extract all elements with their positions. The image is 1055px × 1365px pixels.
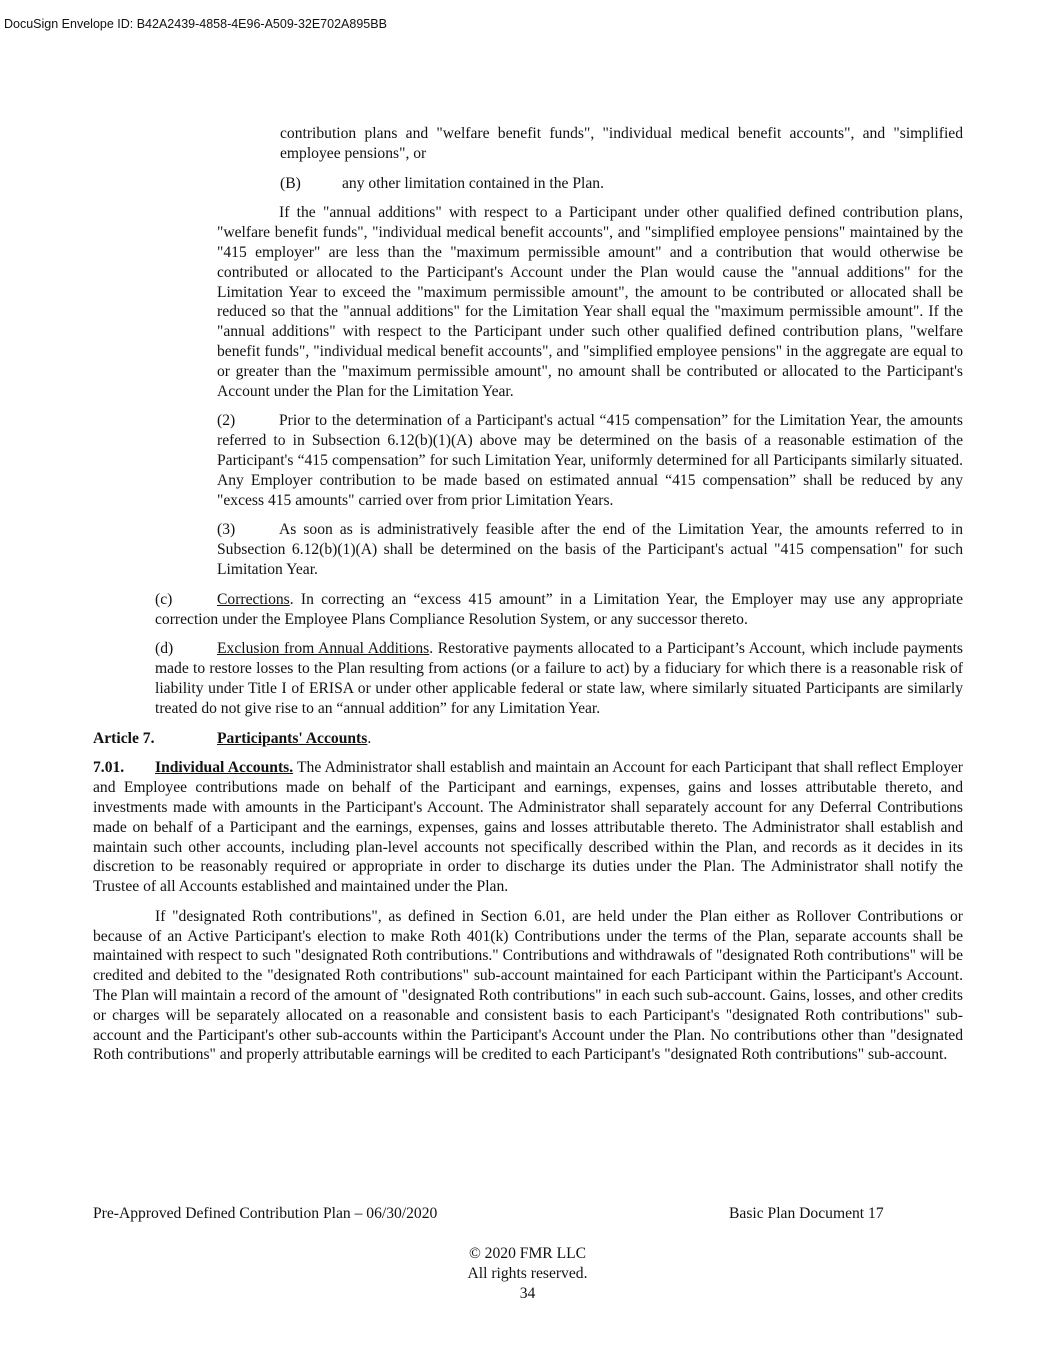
- paragraph-d-text: . Restorative payments allocated to a Participant’s Account, which include payments made to restore losses to the Plan resulting from actions (or a failure to act) by a fiduciary for which there is a reasonable risk of liability under Title I of ERISA or under other applicable federal or state law, where similarly situated Participants are similarly treated do not give rise to an “annual addition” for any Limitation Year.: [155, 640, 963, 717]
- document-body: [93, 124, 963, 1075]
- rights-line: All rights reserved.: [467, 1265, 588, 1282]
- paragraph-2-label: (2): [217, 412, 236, 430]
- section-7-01-text: The Administrator shall establish and maintain an Account for each Participant that shall reflect Employer and Employee contributions made on behalf of the Participant and earnings, expenses, gains and losses attributable thereto, and investments made with amounts in the Participant's Account. The Administrator shall separately account for any Deferral Contributions made on behalf of a Participant and the earnings, expenses, gains and losses attributable thereto. The Administrator shall establish and maintain such other accounts, including plan-level accounts not specifically described within the Plan, and records as it decides in its discretion to be reasonably required or appropriate in order to discharge its duties under the Plan. The Administrator shall notify the Trustee of all Accounts established and maintained under the Plan.: [93, 759, 963, 896]
- docusign-envelope-id: DocuSign Envelope ID: B42A2439-4858-4E96-A509-32E702A895BB: [4, 17, 387, 31]
- paragraph-c-text: . In correcting an “excess 415 amount” in a Limitation Year, the Employer may use any appropriate correction under the Employee Plans Compliance Resolution System, or any successor thereto.: [155, 590, 963, 628]
- section-7-01: [93, 758, 963, 897]
- copyright-line: © 2020 FMR LLC: [468, 1245, 587, 1262]
- paragraph-2: [217, 411, 963, 510]
- footer-document-label: Basic Plan Document 17: [729, 1205, 884, 1222]
- section-7-01-title: Individual Accounts.: [155, 759, 294, 777]
- paragraph-d-heading: Exclusion from Annual Additions: [217, 640, 430, 658]
- paragraph-3-text: As soon as is administratively feasible after the end of the Limitation Year, the amounts referred to in Subsection 6.12(b)(1)(A) shall be determined on the basis of the Participant's actual "415 compensation" for such Limitation Year.: [217, 521, 963, 578]
- article-title: Participants' Accounts: [217, 729, 368, 747]
- paragraph-b-label: (B): [280, 174, 301, 192]
- footer-plan-title: Pre-Approved Defined Contribution Plan – 06/30/2020: [93, 1205, 438, 1222]
- page-footer: [93, 1205, 963, 1223]
- paragraph-roth: If "designated Roth contributions", as defined in Section 6.01, are held under the Plan either as Rollover Contributions or because of an Active Participant's election to make Roth 401(k) Contributions under the terms of the Plan, separate accounts shall be maintained with respect to such "designated Roth contributions." Contributions and withdrawals of "designated Roth contributions" will be credited and debited to the "designated Roth contributions" sub-account maintained for each Participant within the Participant's Account. The Plan will maintain a record of the amount of "designated Roth contributions" in each such sub-account. Gains, losses, and other credits or charges will be separately allocated on a reasonable and consistent basis to each Participant's "designated Roth contributions" sub-account and the Participant's other sub-accounts within the Participant's Account under the Plan. No contributions other than "designated Roth contributions" and properly attributable earnings will be credited to each Participant's "designated Roth contributions" sub-account.: [93, 907, 963, 1064]
- article-number: Article 7.: [93, 729, 155, 747]
- paragraph-c-heading: Corrections: [217, 590, 290, 608]
- page-number: 34: [519, 1285, 536, 1302]
- copyright-block: [0, 1244, 1055, 1304]
- paragraph-c-label: (c): [155, 590, 173, 608]
- paragraph-continuation: contribution plans and "welfare benefit funds", "individual medical benefit accounts", and "simplified employee pensions", or: [280, 125, 963, 162]
- article-period: .: [367, 729, 372, 747]
- paragraph-d-label: (d): [155, 640, 174, 658]
- section-7-01-number: 7.01.: [93, 759, 125, 777]
- article-heading: [93, 729, 963, 749]
- paragraph-d: [155, 639, 963, 718]
- paragraph-b: [280, 174, 963, 194]
- paragraph-3: [217, 520, 963, 579]
- paragraph-3-label: (3): [217, 521, 236, 539]
- paragraph-2-text: Prior to the determination of a Participant's actual “415 compensation” for the Limitation Year, the amounts referred to in Subsection 6.12(b)(1)(A) above may be determined on the basis of a reasonable estimation of the Participant's “415 compensation” for such Limitation Year, uniformly determined for all Participants similarly situated. Any Employer contribution to be made based on estimated annual “415 compensation” shall be reduced by any "excess 415 amounts" carried over from prior Limitation Years.: [217, 412, 963, 509]
- paragraph-annual-additions: If the "annual additions" with respect to a Participant under other qualified defined contribution plans, "welfare benefit funds", "individual medical benefit accounts", and "simplified employee pensions" maintained by the "415 employer" are less than the "maximum permissible amount" and a contribution that would otherwise be contributed or allocated to the Participant's Account under the Plan would cause the "annual additions" for the Limitation Year to exceed the "maximum permissible amount", the amount to be contributed or allocated shall be reduced so that the "annual additions" for the Limitation Year shall equal the "maximum permissible amount". If the "annual additions" with respect to the Participant under such other qualified defined contribution plans, "welfare benefit funds", "individual medical benefit accounts", and "simplified employee pensions" in the aggregate are equal to or greater than the "maximum permissible amount", no amount shall be contributed or allocated to the Participant's Account under the Plan for the Limitation Year.: [217, 204, 963, 400]
- paragraph-c: [155, 590, 963, 630]
- paragraph-b-text: any other limitation contained in the Plan.: [342, 174, 605, 192]
